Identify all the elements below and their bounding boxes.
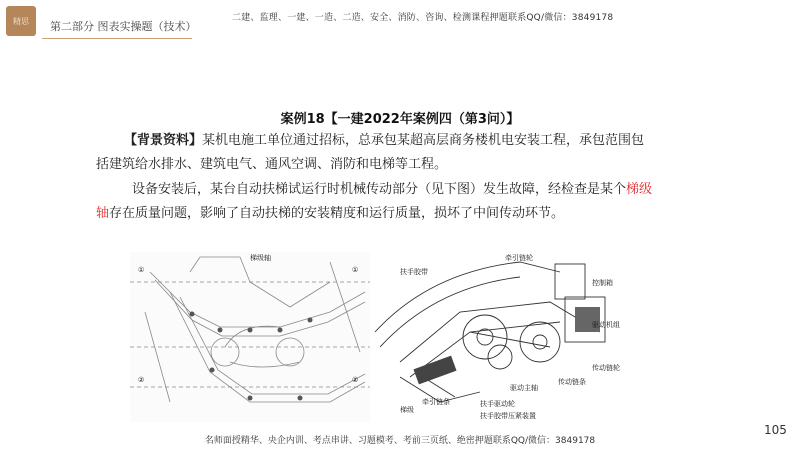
fault-paragraph — [96, 178, 656, 226]
label-handrail-tensioner: 扶手胶带压紧装置 — [480, 412, 536, 420]
label-traction-chain: 牵引链条 — [422, 398, 450, 406]
label-marker-1a: ① — [138, 266, 145, 274]
background-paragraph — [96, 129, 656, 177]
label-main-drive-shaft: 驱动主轴 — [510, 384, 538, 392]
fault-text-before: 设备安装后，某台自动扶梯试运行时机械传动部分（见下图）发生故障，经检查是某个 — [132, 182, 627, 197]
step-axle-highlight: 梯级轴 — [96, 182, 653, 221]
step-axle-drawing — [130, 252, 370, 422]
label-drive-unit: 驱动机组 — [592, 321, 620, 329]
header-divider — [42, 38, 192, 39]
section-title: 第二部分 图表实操题（技术） — [50, 20, 197, 33]
label-transmission-sprocket: 传动链轮 — [592, 364, 620, 372]
escalator-drive-drawing — [370, 252, 625, 422]
background-label: 【背景资料】 — [124, 133, 203, 148]
label-traction-sprocket: 牵引链轮 — [505, 254, 533, 262]
label-control-box: 控制箱 — [592, 279, 613, 287]
fault-text-after: 存在质量问题，影响了自动扶梯的安装精度和运行质量，损坏了中间传动环节。 — [109, 206, 565, 221]
case-title: 案例18【一建2022年案例四（第3问）】 — [280, 112, 520, 127]
label-transmission-chain: 传动链条 — [558, 378, 586, 386]
label-handrail-belt: 扶手胶带 — [400, 268, 428, 276]
label-step-axle: 梯级轴 — [250, 254, 271, 262]
label-marker-2b: ② — [352, 376, 359, 384]
page-number: 105 — [764, 423, 787, 437]
label-handrail-drive-wheel: 扶手驱动轮 — [480, 400, 515, 408]
label-marker-1b: ① — [352, 266, 359, 274]
footer-contact-note: 名师面授精华、央企内训、考点串讲、习题模考、考前三页纸、绝密押题联系QQ/微信：3849178 — [204, 436, 596, 446]
header-contact-note: 二建、监理、一建、一造、二造、安全、消防、咨询、检测课程押题联系QQ/微信：3849178 — [232, 13, 614, 23]
label-step: 梯级 — [400, 406, 414, 414]
logo-text: 精思 — [13, 16, 29, 26]
label-marker-2a: ② — [138, 376, 145, 384]
background-text: 某机电施工单位通过招标，总承包某超高层商务楼机电安装工程，承包范围包括建筑给水排水、建筑电气、通风空调、消防和电梯等工程。 — [96, 133, 645, 172]
brand-logo — [6, 6, 36, 36]
